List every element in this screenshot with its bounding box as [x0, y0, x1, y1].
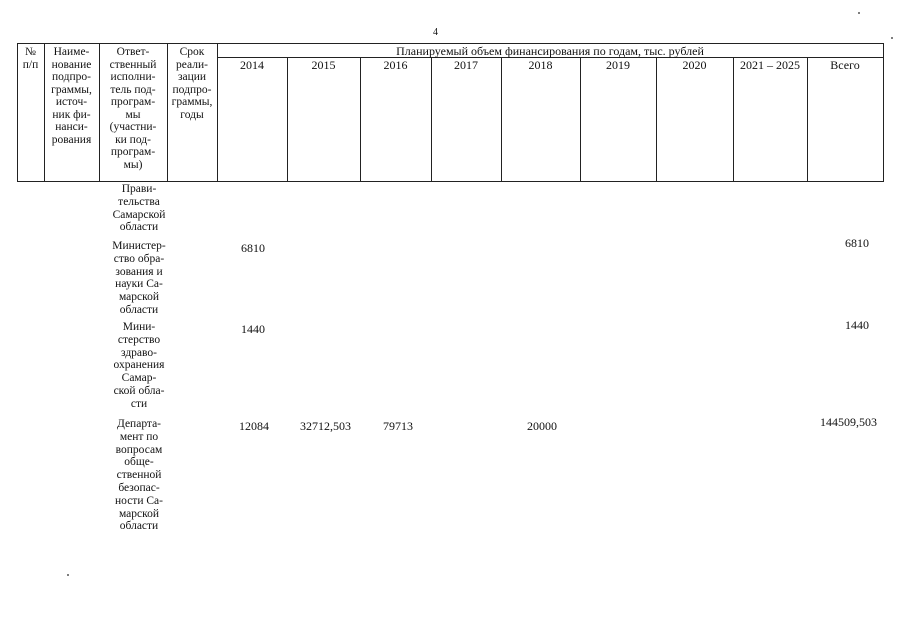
header-subprogram-name: Наиме- нование подпро- граммы, источ- ник фи- нанси- рования [51, 46, 92, 146]
executor-security-department: Департа- мент по вопросам обще- ственной безопас- ности Са- марской области [115, 418, 163, 533]
header-year-2014: 2014 [240, 58, 264, 72]
scan-speck [858, 12, 860, 14]
security-2015-value: 32712,503 [300, 419, 351, 433]
security-2014-value: 12084 [239, 419, 269, 433]
header-year-2020: 2020 [682, 58, 707, 72]
education-2014-value: 6810 [241, 241, 265, 255]
header-total: Всего [830, 58, 860, 72]
header-year-2016: 2016 [383, 58, 408, 72]
header-year-2021-2025: 2021 – 2025 [740, 58, 800, 72]
grid-line [287, 57, 288, 182]
scan-speck [67, 574, 69, 576]
security-2018-value: 20000 [527, 419, 557, 433]
grid-line [733, 57, 734, 182]
grid-line [580, 57, 581, 182]
executor-education-ministry: Министер- ство обра- зования и науки Са- марской области [112, 240, 166, 316]
health-2014-value: 1440 [241, 322, 265, 336]
grid-line [656, 57, 657, 182]
header-year-2019: 2019 [606, 58, 630, 72]
header-year-2018: 2018 [528, 58, 553, 72]
security-2016-value: 79713 [383, 419, 413, 433]
executor-health-ministry: Мини- стерство здраво- охранения Самар- ской обла- сти [113, 321, 165, 410]
page-number: 4 [433, 27, 438, 38]
header-year-2017: 2017 [454, 58, 478, 72]
header-term: Срок реали- зации подпро- граммы, годы [171, 46, 213, 121]
header-number: № п/п [22, 46, 39, 71]
header-year-2015: 2015 [311, 58, 336, 72]
header-funding-title: Планируемый объем финансирования по годам, тыс. рублей [396, 44, 704, 58]
scan-speck [891, 37, 893, 39]
health-total-value: 1440 [845, 318, 869, 332]
executor-government: Прави- тельства Самарской области [112, 183, 166, 234]
education-total-value: 6810 [845, 236, 869, 250]
grid-line [807, 57, 808, 182]
header-executor: Ответ- ственный исполни- тель под- програм- мы (участни- ки под- програм- мы) [109, 46, 157, 171]
security-total-value: 144509,503 [820, 415, 877, 429]
grid-line [883, 43, 884, 182]
grid-line [360, 57, 361, 182]
grid-line [17, 181, 884, 182]
grid-line [431, 57, 432, 182]
grid-line [501, 57, 502, 182]
